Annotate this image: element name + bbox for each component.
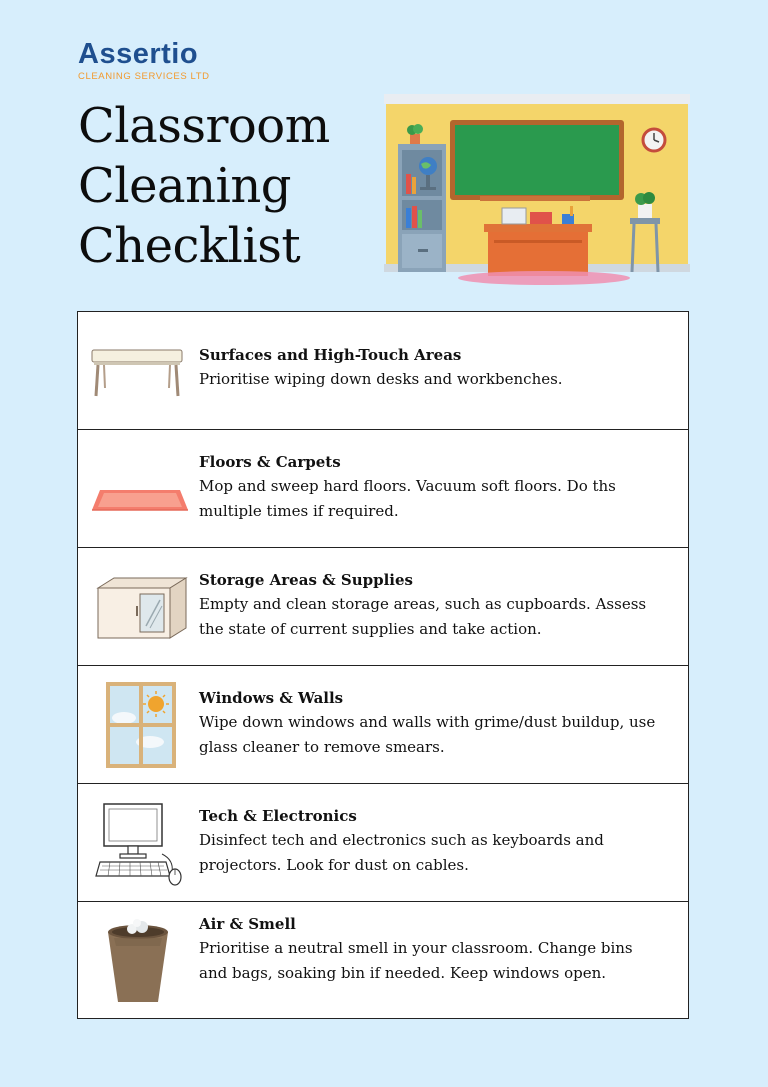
brand-name: Assertio bbox=[78, 38, 199, 70]
item-title: Surfaces and High-Touch Areas bbox=[199, 346, 462, 364]
item-description: Empty and clean storage areas, such as cupboards. Assess the state of current supplies and take action. bbox=[199, 595, 647, 638]
brand-tagline: CLEANING SERVICES LTD bbox=[78, 71, 210, 82]
item-description: Wipe down windows and walls with grime/dust buildup, use glass cleaner to remove smears. bbox=[199, 713, 656, 756]
checklist-item-storage bbox=[78, 548, 688, 666]
title-line-3: Checklist bbox=[78, 218, 301, 274]
item-description: Prioritise wiping down desks and workbenches. bbox=[199, 370, 563, 388]
item-description: Disinfect tech and electronics such as keyboards and projectors. Look for dust on cables. bbox=[199, 831, 604, 874]
title-line-2: Cleaning bbox=[78, 158, 292, 214]
item-description: Mop and sweep hard floors. Vacuum soft floors. Do ths multiple times if required. bbox=[199, 477, 616, 520]
checklist-item-floors bbox=[78, 430, 688, 548]
item-title: Tech & Electronics bbox=[199, 807, 357, 825]
item-title: Windows & Walls bbox=[199, 689, 344, 707]
computer-icon bbox=[90, 800, 190, 890]
bin-icon bbox=[90, 914, 190, 1004]
item-title: Floors & Carpets bbox=[199, 453, 341, 471]
rug-icon bbox=[90, 452, 190, 542]
checklist-item-tech bbox=[78, 784, 688, 902]
cabinet-icon bbox=[90, 566, 190, 656]
classroom-illustration bbox=[384, 92, 690, 288]
item-title: Air & Smell bbox=[199, 915, 296, 933]
checklist-item-windows bbox=[78, 666, 688, 784]
page-title bbox=[78, 96, 330, 276]
item-description: Prioritise a neutral smell in your classroom. Change bins and bags, soaking bin if needed. Keep windows open. bbox=[199, 939, 633, 982]
item-title: Storage Areas & Supplies bbox=[199, 571, 413, 589]
checklist-item-air bbox=[78, 902, 688, 1020]
title-line-1: Classroom bbox=[78, 98, 330, 154]
checklist bbox=[77, 311, 689, 1019]
window-icon bbox=[90, 680, 190, 770]
brand-logo bbox=[78, 38, 210, 82]
checklist-item-surfaces bbox=[78, 312, 688, 430]
table-icon bbox=[90, 338, 190, 428]
